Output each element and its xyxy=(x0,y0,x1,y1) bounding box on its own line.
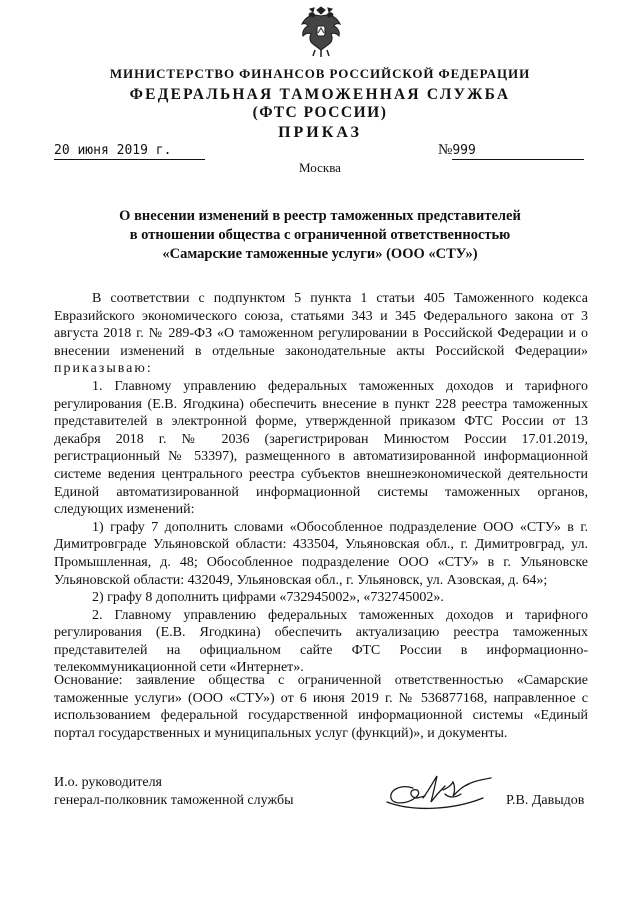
title-line: в отношении общества с ограниченной ответственностью xyxy=(129,227,511,243)
service-short-name: (ФТС РОССИИ) xyxy=(252,104,388,121)
ministry-name: МИНИСТЕРСТВО ФИНАНСОВ РОССИЙСКОЙ ФЕДЕРАЦИИ xyxy=(109,66,531,81)
order-word: приказываю: xyxy=(54,361,153,377)
handwritten-signature-image xyxy=(383,768,501,816)
document-body xyxy=(54,290,588,677)
item-1-subitem-1: 1) графу 7 дополнить словами «Обособленное подразделение ООО «СТУ» в г. Димитровграде Ульяновской области: 433504, Ульяновская обл., г. Димитровград, ул. Промышленная, д. 48; Обособленное подразделение ООО «СТУ» в г. Ульяновске Ульяновской области: 432049, Ульяновская обл., г. Ульяновск, ул. Азовская, д. 64»; xyxy=(54,519,588,588)
document-type: ПРИКАЗ xyxy=(278,124,362,141)
item-1-subitem-2: 2) графу 8 дополнить цифрами «732945002», «732745002». xyxy=(92,590,444,606)
basis-paragraph: Основание: заявление общества с ограниченной ответственностью «Самарские таможенные услуги» (ООО «СТУ») от 6 июня 2019 г. № 536877168, направленное с использованием федеральной государственной информационной системы «Единый портал государственных и муниципальных услуг (функций)», и документы. xyxy=(54,673,588,741)
preamble-paragraph xyxy=(54,290,588,378)
order-number-block xyxy=(438,142,584,160)
double-headed-eagle-emblem-icon xyxy=(298,6,344,58)
signatory-position: И.о. руководителя xyxy=(54,775,163,790)
order-date: 20 июня 2019 г. xyxy=(54,143,205,160)
preamble-text: В соответствии с подпунктом 5 пункта 1 статьи 405 Таможенного кодекса Евразийского экономического союза, статьями 343 и 345 Федерального закона от 3 августа 2018 г. № 289-ФЗ «О таможенном регулировании в Российской Федерации и о внесении изменений в отдельные законодательные акты Российской Федерации» xyxy=(54,291,588,359)
number-sign: № xyxy=(438,142,453,158)
title-line: «Самарские таможенные услуги» (ООО «СТУ») xyxy=(162,246,478,262)
document-title xyxy=(0,207,640,264)
item-1: 1. Главному управлению федеральных таможенных доходов и тарифного регулирования (Е.В. Ягодкина) обеспечить внесение в пункт 228 реестра таможенных представителей в электронной форме, утвержденной приказом ФТС России от 13 декабря 2018 г. № 2036 (зарегистрирован Минюстом России 17.01.2019, регистрационный № 53397), размещенного в автоматизированной информационной системе ведения центрального реестра субъектов внешнеэкономической деятельности Единой автоматизированной информационной системы таможенных органов, следующих изменений: xyxy=(54,378,588,518)
signatory-name: Р.В. Давыдов xyxy=(506,793,585,808)
order-number: 999 xyxy=(452,142,584,160)
item-2: 2. Главному управлению федеральных таможенных доходов и тарифного регулирования (Е.В. Ягодкина) обеспечить актуализацию реестра таможенных представителей на официальном сайте ФТС России в информационно-телекоммуникационной сети «Интернет». xyxy=(54,607,588,676)
service-name: ФЕДЕРАЛЬНАЯ ТАМОЖЕННАЯ СЛУЖБА xyxy=(129,86,511,103)
title-line: О внесении изменений в реестр таможенных представителей xyxy=(119,208,521,224)
signatory-rank: генерал-полковник таможенной службы xyxy=(54,793,294,808)
order-city: Москва xyxy=(299,160,341,175)
